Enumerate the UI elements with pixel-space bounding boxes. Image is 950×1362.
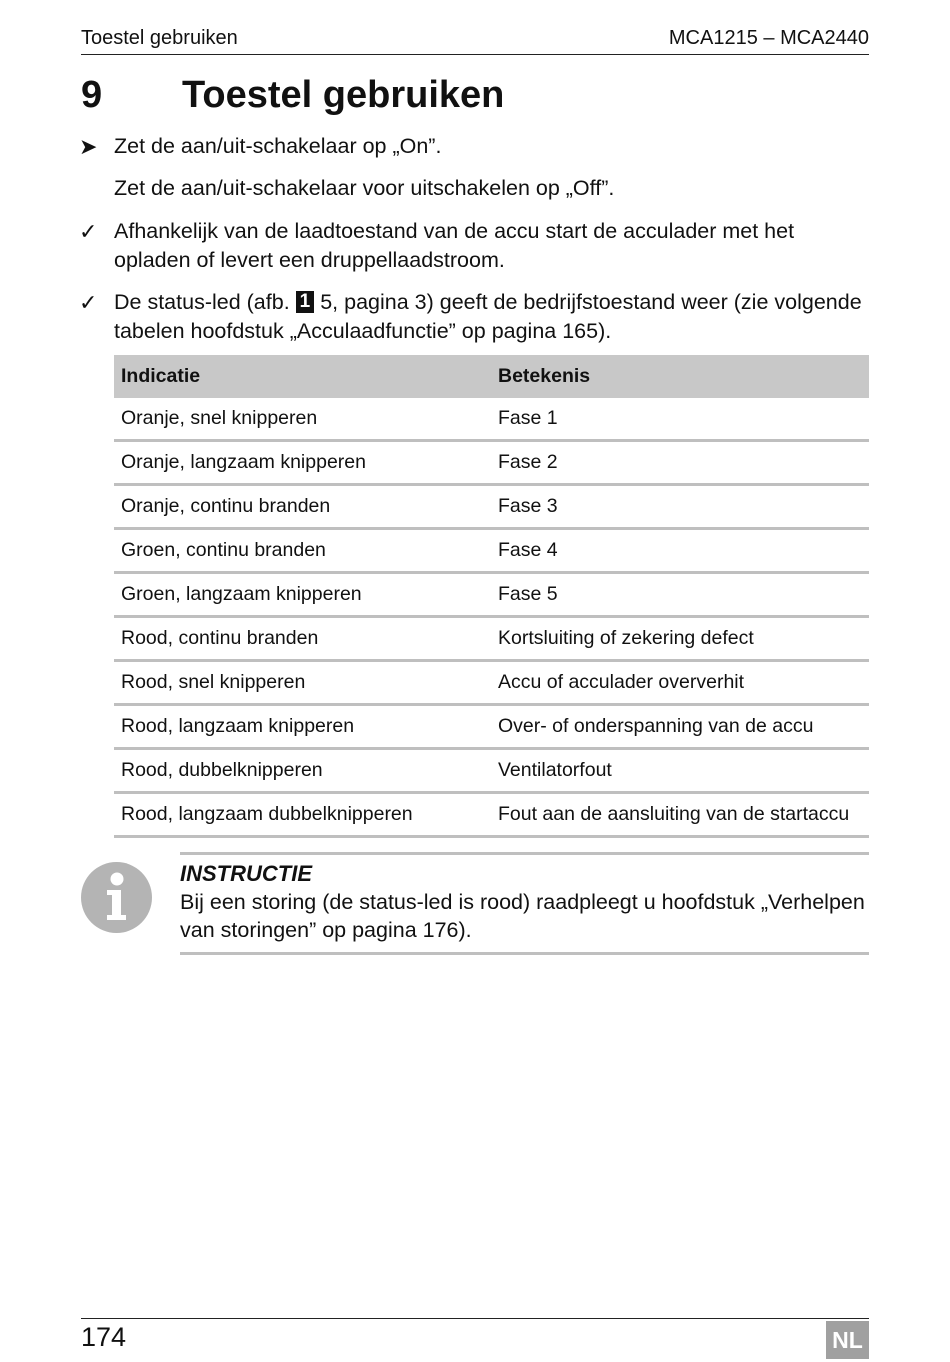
table-row bbox=[114, 485, 869, 529]
chapter-title: Toestel gebruiken bbox=[182, 73, 505, 116]
meaning-cell: Fase 4 bbox=[491, 529, 869, 573]
meaning-cell: Kortsluiting of zekering defect bbox=[491, 617, 869, 661]
meaning-cell: Over- of onderspanning van de accu bbox=[491, 705, 869, 749]
indication-cell: Rood, continu branden bbox=[114, 617, 491, 661]
meaning-cell: Accu of acculader oververhit bbox=[491, 661, 869, 705]
check-icon: ✓ bbox=[79, 219, 98, 244]
indication-cell: Rood, langzaam knipperen bbox=[114, 705, 491, 749]
indication-cell: Rood, snel knipperen bbox=[114, 661, 491, 705]
indication-cell: Oranje, continu branden bbox=[114, 485, 491, 529]
table-row bbox=[114, 793, 869, 837]
check-icon: ✓ bbox=[79, 290, 98, 315]
table-row bbox=[114, 398, 869, 441]
indication-cell: Groen, langzaam knipperen bbox=[114, 573, 491, 617]
column-header-betekenis: Betekenis bbox=[491, 355, 869, 398]
table-header-row bbox=[114, 355, 869, 398]
indication-cell: Oranje, langzaam knipperen bbox=[114, 441, 491, 485]
indication-cell: Groen, continu branden bbox=[114, 529, 491, 573]
meaning-cell: Fase 2 bbox=[491, 441, 869, 485]
step-text: Zet de aan/uit-schakelaar op „On”. bbox=[114, 134, 442, 158]
meaning-cell: Fout aan de aansluiting van de startaccu bbox=[491, 793, 869, 837]
note-title: INSTRUCTIE bbox=[180, 861, 312, 886]
table-row bbox=[114, 705, 869, 749]
indication-cell: Rood, dubbelknipperen bbox=[114, 749, 491, 793]
result-text-start: De status-led (afb. bbox=[114, 290, 290, 314]
meaning-cell: Fase 3 bbox=[491, 485, 869, 529]
table-row bbox=[114, 617, 869, 661]
meaning-cell: Ventilatorfout bbox=[491, 749, 869, 793]
chapter-number: 9 bbox=[81, 73, 103, 116]
footer-divider bbox=[81, 1318, 869, 1319]
running-header bbox=[81, 27, 869, 55]
instruction-note bbox=[180, 852, 869, 955]
status-led-table bbox=[114, 355, 869, 838]
language-badge: NL bbox=[826, 1321, 869, 1359]
table-row bbox=[114, 661, 869, 705]
chapter-heading bbox=[81, 70, 869, 120]
meaning-cell: Fase 5 bbox=[491, 573, 869, 617]
table-row bbox=[114, 573, 869, 617]
note-text: Bij een storing (de status-led is rood) raadpleegt u hoofdstuk „Verhelpen van storingen” op pagina 176). bbox=[180, 890, 865, 942]
header-section-title: Toestel gebruiken bbox=[81, 27, 238, 49]
figure-reference-badge: 1 bbox=[296, 291, 315, 313]
page-number: 174 bbox=[81, 1322, 127, 1352]
result-text: Afhankelijk van de laadtoestand van de accu start de acculader met het opladen of levert een druppellaadstroom. bbox=[114, 219, 795, 272]
meaning-cell: Fase 1 bbox=[491, 398, 869, 441]
column-header-indicatie: Indicatie bbox=[114, 355, 491, 398]
step-text: Zet de aan/uit-schakelaar voor uitschakelen op „Off”. bbox=[114, 176, 615, 200]
indication-cell: Oranje, snel knipperen bbox=[114, 398, 491, 441]
result-text-end: 5, pagina 3) geeft de bedrijfstoestand weer (zie volgende tabelen hoofdstuk „Acculaadfunctie” op pagina 165). bbox=[114, 290, 862, 343]
table-row bbox=[114, 529, 869, 573]
indication-cell: Rood, langzaam dubbelknipperen bbox=[114, 793, 491, 837]
table-row bbox=[114, 441, 869, 485]
arrow-bullet-icon: ➤ bbox=[79, 134, 98, 159]
info-icon bbox=[81, 862, 152, 933]
result-text bbox=[114, 288, 869, 346]
table-row bbox=[114, 749, 869, 793]
header-model-range: MCA1215 – MCA2440 bbox=[668, 27, 869, 49]
